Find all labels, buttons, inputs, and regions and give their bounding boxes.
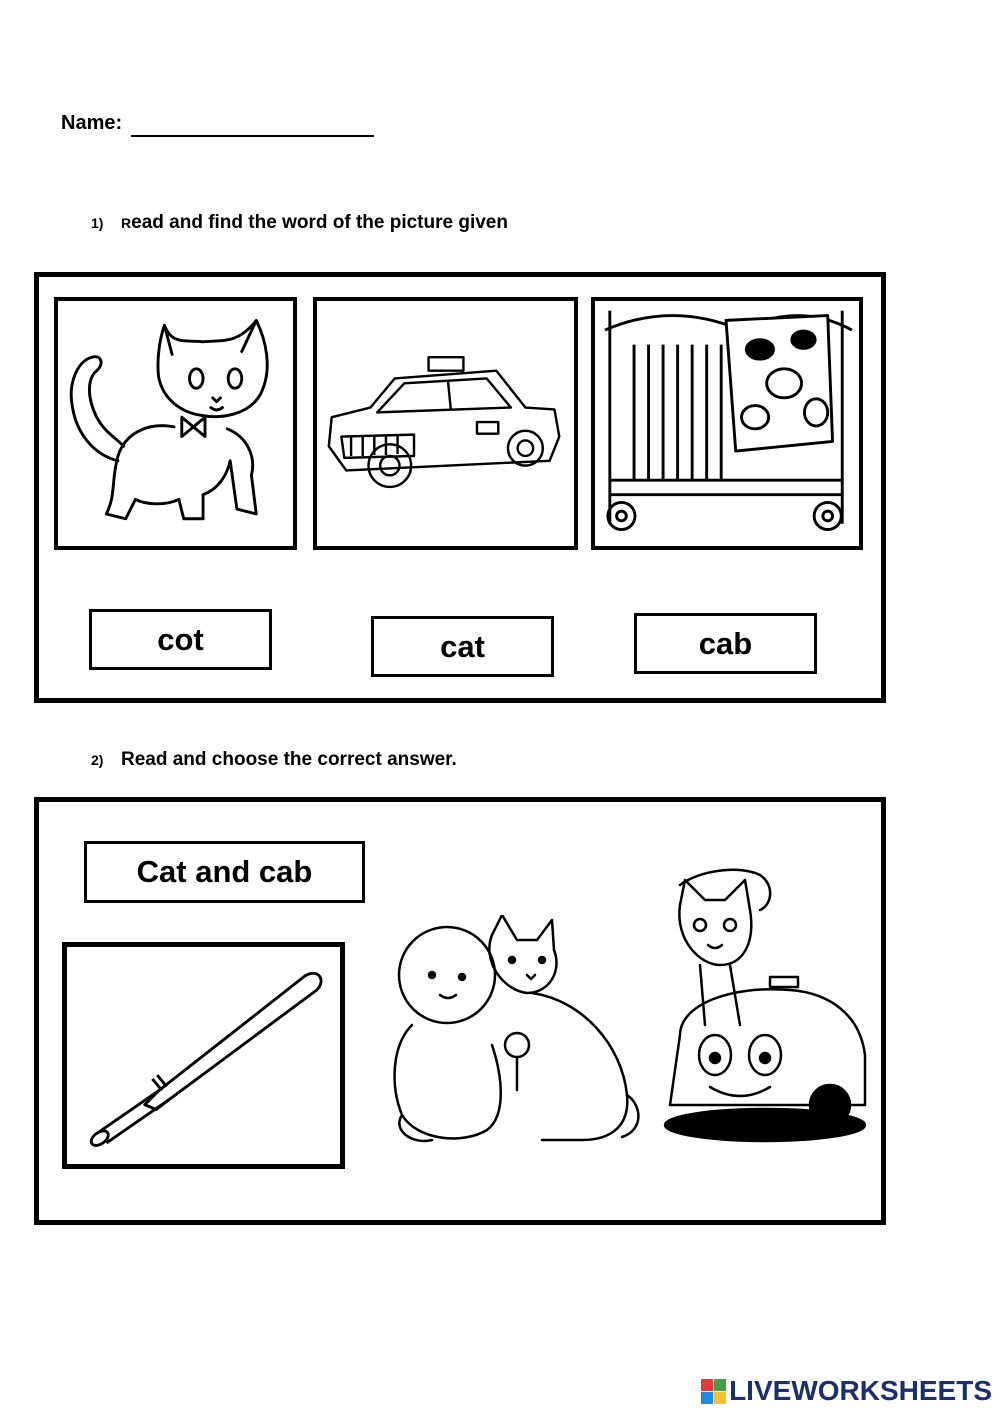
cat-on-cab-picture[interactable] [660,865,870,1147]
sentence-box: Cat and cab [84,841,365,903]
question-2-text: Read and choose the correct answer. [121,749,457,770]
question-1-text: ead and find the word of the picture given [131,212,508,233]
cat-icon [58,301,293,546]
cot-icon [595,301,859,546]
name-blank-line[interactable] [131,135,374,137]
word-box-cab[interactable]: cab [634,613,817,674]
question-1-title [91,212,508,234]
baby-and-cat-icon [382,915,650,1153]
logo-badge-icon [701,1379,726,1404]
baby-and-cat-picture[interactable] [382,915,650,1153]
cot-picture [591,297,863,550]
brand-text: LIVEWORKSHEETS [729,1375,992,1406]
taxi-icon [317,301,574,546]
taxi-picture [313,297,578,550]
word-box-cat[interactable]: cat [371,616,554,677]
bat-picture[interactable] [62,942,345,1169]
question-1-first-letter: R [121,215,132,231]
question-2-title [91,749,457,771]
cat-picture [54,297,297,550]
cat-on-cab-icon [660,865,870,1147]
word-box-cot[interactable]: cot [89,609,272,670]
name-label: Name: [61,112,123,134]
question-2-number: 2) [91,752,104,768]
liveworksheets-logo [701,1375,992,1407]
question-1-number: 1) [91,215,104,231]
baseball-bat-icon [67,947,340,1164]
